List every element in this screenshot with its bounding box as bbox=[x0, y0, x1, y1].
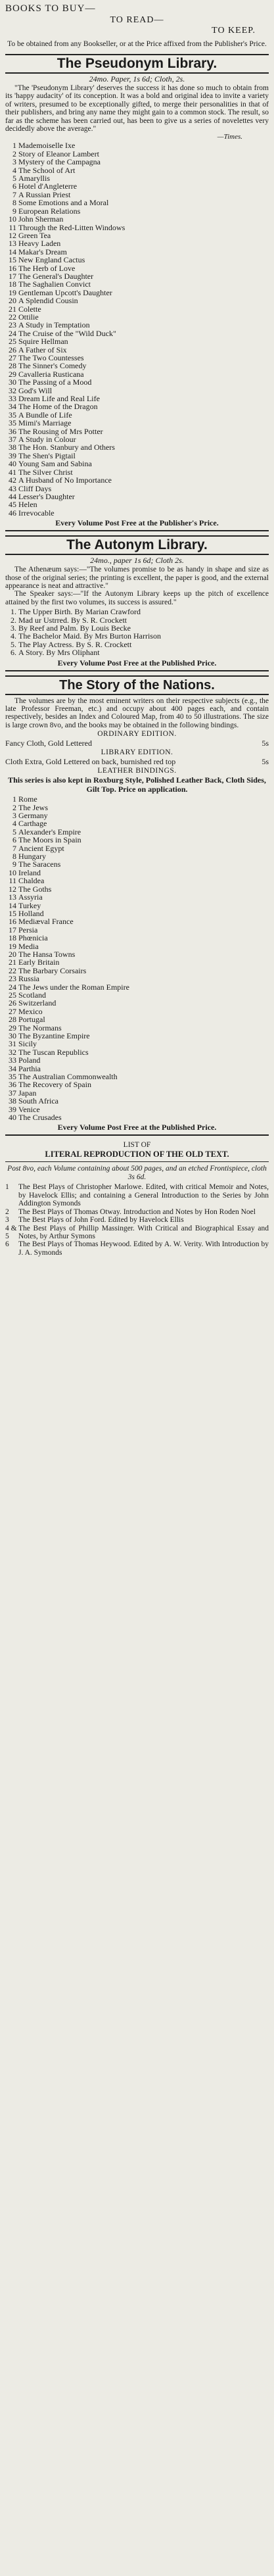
list-item bbox=[5, 280, 269, 288]
ordinary-edition-label: ORDINARY EDITION. bbox=[97, 730, 177, 739]
list-item-number: 21 bbox=[9, 304, 16, 314]
list-item-title: Irrevocable bbox=[18, 508, 55, 518]
list-item-number: 37 bbox=[9, 1088, 16, 1098]
list-item bbox=[5, 917, 269, 925]
list-item-title: A Study in Temptation bbox=[18, 320, 90, 330]
list-item-number: 17 bbox=[9, 271, 16, 281]
literal-entry bbox=[5, 1240, 269, 1257]
literal-entry-number: 4 & 5 bbox=[5, 1224, 17, 1240]
list-item-number: 18 bbox=[9, 279, 16, 289]
list-item-title: Through the Red-Litten Windows bbox=[18, 222, 126, 232]
library-edition-price: 5s bbox=[262, 757, 269, 767]
list-item bbox=[5, 795, 269, 803]
list-item-number: 10 bbox=[9, 867, 16, 877]
list-item-number: 32 bbox=[9, 385, 16, 395]
list-item-title: Green Tea bbox=[18, 230, 51, 240]
list-item-title: The Silver Christ bbox=[18, 467, 73, 477]
list-item-title: Venice bbox=[18, 1104, 40, 1114]
list-item-title: Ancient Egypt bbox=[18, 843, 64, 853]
list-item-title: Poland bbox=[18, 1056, 41, 1065]
list-item-title: Assyria bbox=[18, 892, 43, 902]
list-item bbox=[5, 1081, 269, 1088]
list-item bbox=[5, 297, 269, 304]
list-item bbox=[5, 141, 269, 149]
list-item-title: Phœnicia bbox=[18, 933, 48, 943]
list-item-number: 36 bbox=[9, 1080, 16, 1090]
advert-header bbox=[5, 0, 269, 49]
list-item bbox=[5, 493, 269, 500]
autonym-library-section bbox=[5, 535, 269, 671]
list-item-title: The Home of the Dragon bbox=[18, 402, 98, 412]
list-item-title: By Reef and Palm. By Louis Becke bbox=[18, 623, 131, 633]
list-item-number: 25 bbox=[9, 337, 16, 347]
list-item bbox=[5, 975, 269, 983]
list-item-title: Switzerland bbox=[18, 998, 57, 1008]
list-item bbox=[5, 885, 269, 893]
list-item-title: Chaldea bbox=[18, 876, 45, 886]
list-item bbox=[5, 305, 269, 313]
list-item bbox=[5, 958, 269, 966]
literal-list-of: LIST OF bbox=[123, 1141, 151, 1150]
list-item-title: The Upper Birth. By Marian Crawford bbox=[18, 607, 141, 617]
list-item-title: The School of Art bbox=[18, 165, 76, 175]
ordinary-edition-binding: Fancy Cloth, Gold Lettered bbox=[5, 739, 92, 748]
list-item-number: 20 bbox=[9, 949, 16, 959]
list-item-title: The Passing of a Mood bbox=[18, 377, 92, 387]
list-item-title: Carthage bbox=[18, 819, 47, 829]
list-item-title: Cavalleria Rusticana bbox=[18, 369, 84, 379]
list-item-title: Germany bbox=[18, 811, 48, 821]
list-item bbox=[5, 321, 269, 329]
list-item-number: 22 bbox=[9, 312, 16, 322]
list-item-number: 29 bbox=[9, 369, 16, 379]
literal-divider bbox=[5, 1161, 269, 1162]
list-item-title: Dream Life and Real Life bbox=[18, 394, 100, 404]
list-item-title: European Relations bbox=[18, 206, 81, 216]
list-item-number: 3 bbox=[12, 157, 16, 167]
autonym-price-note: Every Volume Post Free at the Published Price. bbox=[5, 657, 269, 671]
list-item-title: A Splendid Cousin bbox=[18, 296, 78, 306]
list-item bbox=[5, 1048, 269, 1056]
header-line-3: TO KEEP. bbox=[212, 26, 256, 36]
ordinary-edition-price: 5s bbox=[262, 739, 269, 748]
list-item-title: Japan bbox=[18, 1088, 37, 1098]
literal-title: LITERAL REPRODUCTION OF THE OLD TEXT. bbox=[45, 1150, 229, 1159]
list-item-number: 35 bbox=[9, 410, 16, 420]
list-item-title: The Moors in Spain bbox=[18, 835, 81, 845]
list-item-number: 7 bbox=[12, 843, 16, 853]
list-item-title: Mademoiselle Ixe bbox=[18, 141, 76, 151]
list-item-number: 45 bbox=[9, 500, 16, 510]
list-item-number: 7 bbox=[12, 189, 16, 199]
list-item-number: 27 bbox=[9, 1006, 16, 1016]
literal-title-list bbox=[5, 1183, 269, 1257]
list-item bbox=[5, 460, 269, 468]
list-item-title: A Bundle of Life bbox=[18, 410, 72, 420]
pseudonym-format: 24mo. Paper, 1s 6d; Cloth, 2s. bbox=[89, 74, 185, 84]
list-item bbox=[5, 476, 269, 484]
list-item-number: 17 bbox=[9, 925, 16, 935]
list-item-number: 23 bbox=[9, 974, 16, 984]
list-item-title: A Father of Six bbox=[18, 345, 67, 354]
list-item-number: 5 bbox=[12, 174, 16, 183]
list-item-title: The General's Daughter bbox=[18, 271, 94, 281]
list-item bbox=[5, 632, 269, 640]
list-item-number: 8 bbox=[12, 198, 16, 208]
list-item-title: Lesser's Daughter bbox=[18, 491, 75, 501]
nations-price-note: Every Volume Post Free at the Published Price. bbox=[5, 1121, 269, 1136]
list-item-title: The Two Countesses bbox=[18, 353, 84, 362]
list-item bbox=[5, 836, 269, 844]
list-item-number: 10 bbox=[9, 214, 16, 224]
list-item-number: 12 bbox=[9, 884, 16, 894]
list-item bbox=[5, 893, 269, 901]
list-item-number: 24 bbox=[9, 982, 16, 992]
list-item-title: Ireland bbox=[18, 867, 41, 877]
list-item-number: 38 bbox=[9, 1096, 16, 1106]
nations-title: The Story of the Nations. bbox=[5, 675, 269, 695]
list-item-title: Young Sam and Sabina bbox=[18, 459, 92, 469]
list-item-title: Mexico bbox=[18, 1006, 43, 1016]
header-line-1: BOOKS TO BUY— bbox=[5, 3, 96, 14]
nations-title-list bbox=[5, 795, 269, 1121]
autonym-speaker-quote: The Speaker says:—"If the Autonym Library keeps up the pitch of excellence attained by the first two volumes, its success is assured." bbox=[5, 590, 269, 606]
list-item-title: The Hansa Towns bbox=[18, 949, 76, 959]
list-item-number: 35 bbox=[9, 418, 16, 428]
list-item-title: The Saracens bbox=[18, 860, 61, 869]
list-item-title: Holland bbox=[18, 908, 44, 918]
list-item-number: 34 bbox=[9, 402, 16, 412]
list-item bbox=[5, 256, 269, 264]
list-item-title: A Russian Priest bbox=[18, 189, 71, 199]
list-item bbox=[5, 869, 269, 877]
list-item-title: Mystery of the Campagna bbox=[18, 157, 101, 167]
pseudonym-library-section bbox=[5, 54, 269, 531]
autonym-title-list bbox=[5, 608, 269, 656]
list-item bbox=[5, 608, 269, 616]
pseudonym-source: —Times. bbox=[217, 133, 242, 141]
list-item-title: Early Britain bbox=[18, 958, 60, 967]
list-item-title: The Recovery of Spain bbox=[18, 1080, 91, 1090]
list-item-number: 3. bbox=[11, 623, 16, 633]
list-item-number: 15 bbox=[9, 908, 16, 918]
list-item-title: Turkey bbox=[18, 900, 41, 910]
autonym-format: 24mo., paper 1s 6d; Cloth 2s. bbox=[90, 556, 184, 566]
list-item-title: The Bachelor Maid. By Mrs Burton Harrison bbox=[18, 631, 161, 641]
literal-format: Post 8vo, each Volume containing about 500 pages, and an etched Frontispiece, cloth 3s 6d. bbox=[7, 1165, 267, 1182]
literal-entry-text: The Best Plays of John Ford. Edited by Havelock Ellis bbox=[18, 1216, 184, 1225]
list-item-number: 40 bbox=[9, 1113, 16, 1123]
library-edition-label: LIBRARY EDITION. bbox=[101, 748, 173, 757]
list-item-number: 19 bbox=[9, 287, 16, 297]
list-item-title: Hotel d'Angleterre bbox=[18, 182, 78, 191]
list-item-number: 11 bbox=[9, 222, 16, 232]
list-item bbox=[5, 158, 269, 166]
list-item-number: 33 bbox=[9, 394, 16, 404]
list-item-number: 21 bbox=[9, 958, 16, 967]
list-item-title: Colette bbox=[18, 304, 41, 314]
list-item-number: 42 bbox=[9, 475, 16, 485]
list-item-number: 32 bbox=[9, 1047, 16, 1057]
list-item bbox=[5, 860, 269, 868]
literal-entry bbox=[5, 1208, 269, 1216]
list-item-title: Sicily bbox=[18, 1039, 37, 1049]
list-item-title: Mediæval France bbox=[18, 917, 74, 927]
list-item-title: Story of Eleanor Lambert bbox=[18, 149, 99, 158]
list-item-number: 20 bbox=[9, 296, 16, 306]
list-item-title: Amaryllis bbox=[18, 174, 50, 183]
pseudonym-title: The Pseudonym Library. bbox=[5, 54, 269, 74]
ordinary-edition-price-line bbox=[5, 739, 269, 748]
list-item-number: 6. bbox=[11, 648, 16, 658]
list-item-title: The Cruise of the "Wild Duck" bbox=[18, 328, 116, 338]
list-item-title: Heavy Laden bbox=[18, 239, 61, 249]
list-item-number: 14 bbox=[9, 900, 16, 910]
list-item-number: 2 bbox=[12, 802, 16, 812]
literal-reproduction-section bbox=[5, 1141, 269, 1257]
pseudonym-title-list bbox=[5, 141, 269, 517]
list-item-number: 39 bbox=[9, 1104, 16, 1114]
list-item-title: The Hon. Stanbury and Others bbox=[18, 443, 115, 452]
header-line-2: TO READ— bbox=[110, 15, 164, 25]
list-item bbox=[5, 999, 269, 1007]
list-item-title: God's Will bbox=[18, 385, 53, 395]
list-item bbox=[5, 500, 269, 508]
list-item bbox=[5, 509, 269, 517]
list-item-number: 41 bbox=[9, 467, 16, 477]
library-edition-price-line bbox=[5, 757, 269, 766]
list-item-title: Makar's Dream bbox=[18, 247, 67, 256]
list-item bbox=[5, 215, 269, 223]
list-item-number: 13 bbox=[9, 892, 16, 902]
literal-entry bbox=[5, 1216, 269, 1224]
list-item-title: Ottilie bbox=[18, 312, 39, 322]
list-item-title: Cliff Days bbox=[18, 483, 52, 493]
list-item-number: 25 bbox=[9, 990, 16, 1000]
list-item bbox=[5, 1097, 269, 1105]
list-item bbox=[5, 378, 269, 386]
list-item bbox=[5, 443, 269, 451]
list-item bbox=[5, 239, 269, 247]
list-item-title: The Shen's Pigtail bbox=[18, 450, 76, 460]
list-item bbox=[5, 362, 269, 370]
list-item-number: 24 bbox=[9, 328, 16, 338]
list-item-title: Mad ur Ustrred. By S. R. Crockett bbox=[18, 615, 127, 625]
list-item-number: 43 bbox=[9, 483, 16, 493]
list-item bbox=[5, 337, 269, 345]
list-item-title: The Byzantine Empire bbox=[18, 1031, 90, 1040]
list-item-title: Hungary bbox=[18, 852, 46, 862]
list-item-number: 18 bbox=[9, 933, 16, 943]
list-item-title: Russia bbox=[18, 974, 40, 984]
list-item bbox=[5, 877, 269, 885]
list-item-number: 27 bbox=[9, 353, 16, 362]
list-item-number: 28 bbox=[9, 361, 16, 371]
list-item-number: 37 bbox=[9, 435, 16, 445]
list-item-number: 31 bbox=[9, 1039, 16, 1049]
list-item-title: Portugal bbox=[18, 1015, 45, 1025]
literal-entry-number: 2 bbox=[5, 1207, 9, 1216]
list-item-number: 5. bbox=[11, 639, 16, 649]
list-item-number: 35 bbox=[9, 1072, 16, 1082]
list-item-title: Squire Hellman bbox=[18, 337, 68, 347]
header-notice: To be obtained from any Bookseller, or at the Price affixed from the Publisher's Price. bbox=[7, 40, 267, 48]
literal-entry-number: 6 bbox=[5, 1240, 9, 1249]
list-item-number: 46 bbox=[9, 508, 16, 518]
list-item-title: A Husband of No Importance bbox=[18, 475, 112, 485]
list-item-title: Scotland bbox=[18, 990, 46, 1000]
list-item-number: 5 bbox=[12, 827, 16, 837]
list-item-title: The Jews under the Roman Empire bbox=[18, 982, 129, 992]
leather-bindings-label: LEATHER BINDINGS. bbox=[97, 767, 177, 775]
list-item bbox=[5, 1015, 269, 1023]
list-item bbox=[5, 1040, 269, 1048]
list-item bbox=[5, 967, 269, 975]
list-item bbox=[5, 1056, 269, 1064]
newspaper-column bbox=[5, 0, 269, 1257]
list-item-number: 9 bbox=[12, 860, 16, 869]
list-item-number: 22 bbox=[9, 965, 16, 975]
literal-entry bbox=[5, 1225, 269, 1241]
autonym-title: The Autonym Library. bbox=[5, 535, 269, 555]
list-item-title: Gentleman Upcott's Daughter bbox=[18, 287, 112, 297]
list-item-title: New England Cactus bbox=[18, 255, 85, 265]
list-item-number: 13 bbox=[9, 239, 16, 249]
list-item-number: 6 bbox=[12, 182, 16, 191]
list-item-title: The Barbary Corsairs bbox=[18, 965, 87, 975]
list-item-number: 36 bbox=[9, 426, 16, 436]
list-item-title: The Play Actress. By S. R. Crockett bbox=[18, 639, 132, 649]
list-item-title: Mimi's Marriage bbox=[18, 418, 72, 428]
list-item-number: 4 bbox=[12, 819, 16, 829]
leather-bindings-desc: This series is also kept in Roxburg Style, Polished Leather Back, Cloth Sides, Gilt Top. Price on application. bbox=[8, 775, 266, 794]
list-item-title: The Goths bbox=[18, 884, 52, 894]
list-item-number: 16 bbox=[9, 917, 16, 927]
list-item-title: A Study in Colour bbox=[18, 435, 76, 445]
list-item bbox=[5, 648, 269, 656]
literal-entry-number: 3 bbox=[5, 1216, 9, 1225]
list-item-number: 16 bbox=[9, 263, 16, 273]
list-item-number: 2 bbox=[12, 149, 16, 158]
list-item-number: 4 bbox=[12, 165, 16, 175]
list-item bbox=[5, 1032, 269, 1040]
literal-entry-text: The Best Plays of Christopher Marlowe. Edited, with critical Memoir and Notes, by Havelock Ellis; and containing a General Introduction to the Series by John Addington Symonds bbox=[18, 1183, 269, 1208]
list-item-title: The Sinner's Comedy bbox=[18, 361, 87, 371]
list-item-title: The Jews bbox=[18, 802, 48, 812]
list-item-number: 19 bbox=[9, 941, 16, 951]
library-edition-binding: Cloth Extra, Gold Lettered on back, burnished red top bbox=[5, 757, 176, 767]
list-item-number: 30 bbox=[9, 377, 16, 387]
nations-description: The volumes are by the most eminent writers on their respective subjects (e.g., the late Professor Freeman, etc.) and occupy about 400 pages each, and contain respectively, besides an Index and Coloured Map, from 40 to 50 illustrations. The size is large crown 8vo, and the books may be obtained in the following bindings. bbox=[5, 696, 269, 729]
literal-entry bbox=[5, 1183, 269, 1207]
list-item-number: 1 bbox=[12, 141, 16, 151]
list-item-title: Parthia bbox=[18, 1063, 41, 1073]
list-item-number: 30 bbox=[9, 1031, 16, 1040]
list-item-title: The Normans bbox=[18, 1023, 62, 1033]
list-item bbox=[5, 934, 269, 942]
list-item-number: 44 bbox=[9, 491, 16, 501]
literal-entry-text: The Best Plays of Thomas Otway. Introduction and Notes by Hon Roden Noel bbox=[18, 1207, 256, 1216]
list-item bbox=[5, 182, 269, 190]
list-item-number: 2. bbox=[11, 615, 16, 625]
literal-entry-number: 1 bbox=[5, 1183, 9, 1192]
list-item-title: Persia bbox=[18, 925, 38, 935]
list-item-number: 39 bbox=[9, 450, 16, 460]
list-item bbox=[5, 819, 269, 827]
list-item bbox=[5, 1113, 269, 1121]
list-item-number: 40 bbox=[9, 459, 16, 469]
list-item-number: 8 bbox=[12, 852, 16, 862]
pseudonym-description: "The 'Pseudonym Library' deserves the success it has done so much to obtain from its 'happy audacity' of its conception. It was a bold and original idea to invite a variety of writers, presumed to be exceptionally gifted, to merge their personalities in that of their publishers, and bring any name they might gain to a common stock. The result, so far as the scheme has been carried out, has been to give us a series of novelettes very decidedly above the average." bbox=[5, 84, 269, 134]
list-item-title: John Sherman bbox=[18, 214, 64, 224]
list-item-title: Media bbox=[18, 941, 39, 951]
list-item-title: A Story. By Mrs Oliphant bbox=[18, 648, 100, 658]
list-item-number: 29 bbox=[9, 1023, 16, 1033]
list-item-title: Some Emotions and a Moral bbox=[18, 198, 109, 208]
list-item-number: 23 bbox=[9, 320, 16, 330]
list-item-title: The Tuscan Republics bbox=[18, 1047, 89, 1057]
list-item bbox=[5, 902, 269, 910]
list-item-number: 26 bbox=[9, 998, 16, 1008]
list-item-number: 38 bbox=[9, 443, 16, 452]
list-item-number: 33 bbox=[9, 1056, 16, 1065]
list-item-number: 12 bbox=[9, 230, 16, 240]
list-item-title: The Australian Commonwealth bbox=[18, 1072, 118, 1082]
story-of-nations-section bbox=[5, 675, 269, 1136]
list-item-title: Rome bbox=[18, 794, 37, 804]
list-item-number: 11 bbox=[9, 876, 16, 886]
list-item bbox=[5, 419, 269, 427]
list-item-number: 28 bbox=[9, 1015, 16, 1025]
literal-entry-text: The Best Plays of Phillip Massinger. With Critical and Biographical Essay and Notes, by Arthur Symons bbox=[18, 1224, 269, 1240]
list-item-title: South Africa bbox=[18, 1096, 58, 1106]
list-item-title: The Herb of Love bbox=[18, 263, 76, 273]
list-item-number: 1. bbox=[11, 607, 16, 617]
list-item-number: 3 bbox=[12, 811, 16, 821]
literal-entry-text: The Best Plays of Thomas Heywood. Edited by A. W. Verity. With Introduction by J. A. Symonds bbox=[18, 1240, 269, 1257]
list-item-title: The Rousing of Mrs Potter bbox=[18, 426, 103, 436]
pseudonym-price-note: Every Volume Post Free at the Publisher's Price. bbox=[5, 517, 269, 531]
list-item-number: 9 bbox=[12, 206, 16, 216]
list-item-title: Helen bbox=[18, 500, 37, 510]
list-item-number: 34 bbox=[9, 1063, 16, 1073]
list-item-number: 26 bbox=[9, 345, 16, 354]
list-item-number: 4. bbox=[11, 631, 16, 641]
list-item-title: Alexander's Empire bbox=[18, 827, 81, 837]
list-item-number: 14 bbox=[9, 247, 16, 256]
list-item bbox=[5, 199, 269, 207]
autonym-athenaeum-quote: The Athenæum says:—"The volumes promise to be as handy in shape and size as those of the original series; the printing is excellent, the paper is good, and the external appearance is neat and attractive." bbox=[5, 566, 269, 590]
list-item-title: The Crusades bbox=[18, 1113, 62, 1123]
list-item-title: The Saghalien Convict bbox=[18, 279, 91, 289]
list-item-number: 6 bbox=[12, 835, 16, 845]
list-item bbox=[5, 402, 269, 410]
list-item-number: 15 bbox=[9, 255, 16, 265]
list-item-number: 1 bbox=[12, 794, 16, 804]
